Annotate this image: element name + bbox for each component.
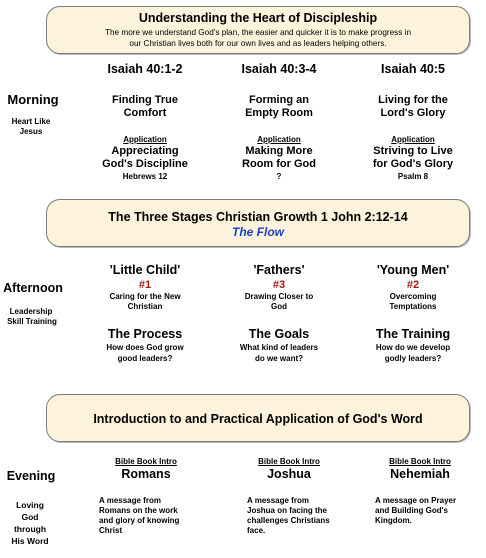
stage-desc-line1: Caring for the New bbox=[109, 292, 181, 301]
application-line1: Striving to Live bbox=[373, 145, 453, 157]
scripture-ref: Psalm 8 bbox=[397, 172, 429, 181]
evening-column-3 bbox=[368, 457, 484, 526]
intro-title: Introduction to and Practical Application of God's Word bbox=[93, 412, 423, 426]
evening-label: Evening bbox=[6, 469, 56, 483]
message-line2: Romans on the work bbox=[99, 506, 178, 515]
book-name: Joshua bbox=[267, 467, 311, 481]
book-name: Nehemiah bbox=[390, 467, 450, 481]
afternoon-column-1 bbox=[80, 263, 210, 364]
morning-column-2 bbox=[214, 62, 344, 182]
topic-line2: Comfort bbox=[123, 107, 167, 119]
application-line2: Room for God bbox=[242, 158, 316, 170]
stage-desc-line2: Temptations bbox=[389, 302, 437, 311]
stage-desc-line2: Christian bbox=[127, 302, 163, 311]
message-line3: challenges Christians bbox=[247, 516, 330, 525]
stage-name: 'Fathers' bbox=[253, 263, 305, 277]
topic-line1: Living for the bbox=[378, 94, 448, 106]
stage-question-line1: How does God grow bbox=[106, 343, 184, 352]
stage-name: 'Young Men' bbox=[376, 263, 450, 277]
scripture-ref: Hebrews 12 bbox=[122, 172, 168, 181]
message-line1: A message on Prayer bbox=[375, 496, 457, 505]
bible-book-intro-label: Bible Book Intro bbox=[389, 457, 451, 466]
message-line4: Christ bbox=[99, 526, 123, 535]
evening-column-2 bbox=[236, 457, 366, 536]
topic-line2: Empty Room bbox=[245, 107, 313, 119]
application-label: Application bbox=[257, 135, 301, 144]
morning-column-1 bbox=[80, 62, 210, 182]
morning-column-3 bbox=[348, 62, 478, 182]
afternoon-sub-line1: Leadership bbox=[9, 307, 53, 316]
message-line2: and Building God's bbox=[375, 506, 449, 515]
stage-number: #2 bbox=[406, 279, 420, 291]
evening-sub-line1: Loving bbox=[16, 500, 44, 510]
stage-heading: The Goals bbox=[248, 327, 310, 341]
message-line1: A message from bbox=[99, 496, 161, 505]
morning-sub-line1: Heart Like bbox=[11, 117, 51, 126]
message-line1: A message from bbox=[247, 496, 309, 505]
evening-sub-line3: through bbox=[13, 524, 47, 534]
intro-box bbox=[46, 394, 470, 442]
afternoon-sub-line2: Skill Training bbox=[7, 317, 57, 326]
stage-question-line2: godly leaders? bbox=[384, 354, 442, 363]
header-subtitle-line2: our Christian lives both for our own lives and as leaders helping others. bbox=[129, 39, 387, 48]
evening-sub-line4: His Word bbox=[11, 536, 49, 546]
stage-desc-line1: Overcoming bbox=[389, 292, 437, 301]
message-line4: face. bbox=[247, 526, 266, 535]
morning-label: Morning bbox=[7, 92, 59, 107]
stage-heading: The Process bbox=[107, 327, 183, 341]
afternoon-column-3 bbox=[348, 263, 478, 364]
stage-number: #1 bbox=[138, 279, 152, 291]
morning-sub-line2: Jesus bbox=[19, 127, 43, 136]
message-line3: and glory of knowing bbox=[99, 516, 180, 525]
stage-heading: The Training bbox=[375, 327, 451, 341]
application-line1: Making More bbox=[245, 145, 313, 157]
message-line2: Joshua on facing the bbox=[247, 506, 328, 515]
header-subtitle-line1: The more we understand God's plan, the easier and quicker it is to make progress in bbox=[104, 28, 412, 37]
afternoon-column-2 bbox=[214, 263, 344, 364]
stage-name: 'Little Child' bbox=[109, 263, 181, 277]
topic-line1: Finding True bbox=[112, 94, 178, 106]
stage-question-line2: good leaders? bbox=[117, 354, 173, 363]
stage-desc-line1: Drawing Closer to bbox=[244, 292, 314, 301]
scripture-ref: ? bbox=[276, 172, 282, 181]
bible-book-intro-label: Bible Book Intro bbox=[115, 457, 177, 466]
stages-subtitle: The Flow bbox=[232, 225, 284, 239]
stage-desc-line2: God bbox=[271, 302, 287, 311]
application-line2: for God's Glory bbox=[372, 158, 454, 170]
evening-column-1 bbox=[96, 457, 226, 536]
stage-question-line1: How do we develop bbox=[375, 343, 451, 352]
topic-line1: Forming an bbox=[249, 94, 309, 106]
stages-title: The Three Stages Christian Growth 1 John 2:12-14 bbox=[108, 210, 408, 224]
stages-box bbox=[46, 199, 470, 247]
application-line2: God's Discipline bbox=[102, 158, 188, 170]
passage-label: Isaiah 40:5 bbox=[381, 62, 445, 76]
afternoon-label: Afternoon bbox=[3, 281, 63, 295]
application-line1: Appreciating bbox=[111, 145, 179, 157]
application-label: Application bbox=[123, 135, 167, 144]
stage-question-line2: do we want? bbox=[255, 354, 303, 363]
message-line3: Kingdom. bbox=[375, 516, 412, 525]
passage-label: Isaiah 40:3-4 bbox=[241, 62, 317, 76]
stage-number: #3 bbox=[272, 279, 286, 291]
passage-label: Isaiah 40:1-2 bbox=[107, 62, 183, 76]
evening-sub-line2: God bbox=[21, 512, 39, 522]
bible-book-intro-label: Bible Book Intro bbox=[258, 457, 320, 466]
topic-line2: Lord's Glory bbox=[380, 107, 446, 119]
header-box bbox=[46, 6, 470, 54]
stage-question-line1: What kind of leaders bbox=[239, 343, 319, 352]
book-name: Romans bbox=[121, 467, 171, 481]
page-title: Understanding the Heart of Discipleship bbox=[138, 11, 378, 25]
application-label: Application bbox=[391, 135, 435, 144]
